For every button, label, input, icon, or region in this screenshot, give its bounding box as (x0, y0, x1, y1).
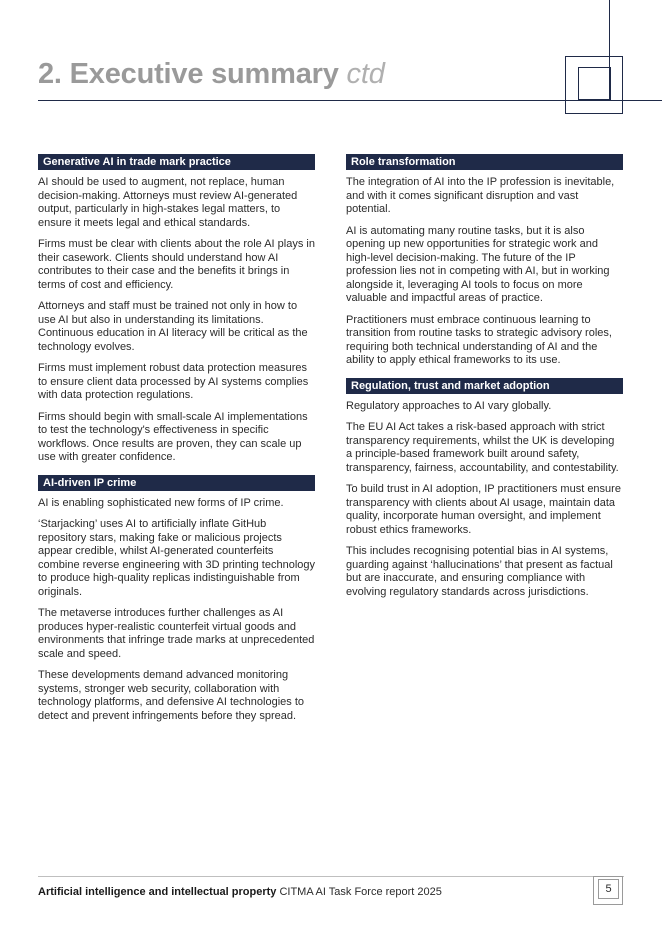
paragraph: Firms should begin with small-scale AI implementations to test the technology's effectiveness in specific workflows. Once results are proven, they can scale up use with greater confidence. (38, 410, 308, 463)
page-title-main: 2. Executive summary (38, 58, 339, 90)
paragraph: The integration of AI into the IP profession is inevitable, and with it comes significant disruption and vast potential. (346, 176, 615, 215)
paragraph: These developments demand advanced monitoring systems, stronger web security, collaboration with technology platforms, and defensive AI technologies to detect and prevent infringements before they spread. (38, 669, 305, 722)
section-generative-ai (38, 154, 315, 465)
paragraph: This includes recognising potential bias in AI systems, guarding against ‘hallucinations’ that present as factual but are inaccurate, and ensuring compliance with evolving regulatory standards across jurisdictions. (346, 545, 613, 598)
section-heading: Role transformation (346, 154, 623, 170)
paragraph: To build trust in AI adoption, IP practitioners must ensure transparency with clients about AI usage, maintain data quality, incorporate human oversight, and implement robust ethics frameworks. (346, 483, 621, 536)
section-heading: Regulation, trust and market adoption (346, 378, 623, 394)
paragraph: The metaverse introduces further challenges as AI produces hyper-realistic counterfeit virtual goods and environments that infringe trade marks at unprecedented scale and speed. (38, 607, 315, 660)
paragraph: Regulatory approaches to AI vary globally. (346, 399, 552, 412)
section-ai-ip-crime (38, 475, 315, 724)
page-title-suffix: ctd (346, 58, 385, 90)
paragraph: ‘Starjacking’ uses AI to artificially inflate GitHub repository stars, making fake or malicious projects appear credible, whilst AI-generated counterfeits combine reverse engineering with 3D printing technology to produce high-quality replicas indistinguishable from originals. (38, 518, 315, 598)
section-role-transformation (346, 154, 623, 368)
header-decor-inner-square (578, 67, 611, 100)
section-heading: Generative AI in trade mark practice (38, 154, 315, 170)
footer-rule (38, 876, 624, 877)
paragraph: AI should be used to augment, not replace, human decision-making. Attorneys must review AI-generated output, particularly in high-stakes legal matters, to ensure it meets legal and ethical standards. (38, 176, 298, 229)
left-column (38, 154, 315, 733)
right-column (346, 154, 623, 609)
paragraph: Practitioners must embrace continuous learning to transition from routine tasks to strategic advisory roles, requiring both technical understanding of AI and the ability to apply ethical frameworks to its use. (346, 313, 612, 366)
page-number: 5 (598, 879, 619, 899)
footer-title-rest: CITMA AI Task Force report 2025 (279, 886, 442, 898)
section-heading: AI-driven IP crime (38, 475, 315, 491)
section-regulation-trust (346, 378, 623, 600)
paragraph: The EU AI Act takes a risk-based approach with strict transparency requirements, whilst the UK is developing a principle-based framework built around safety, transparency, fairness, accountability, and contestability. (346, 421, 619, 474)
footer-title (38, 886, 442, 898)
paragraph: Attorneys and staff must be trained not only in how to use AI but also in understanding its limitations. Continuous education in AI literacy will be critical as the technology evolves. (38, 300, 308, 353)
footer-title-bold: Artificial intelligence and intellectual property (38, 886, 277, 898)
paragraph: Firms must be clear with clients about the role AI plays in their casework. Clients should understand how AI contributes to their case and the benefits it brings in terms of cost and efficiency. (38, 238, 315, 291)
page-title (38, 58, 385, 91)
paragraph: Firms must implement robust data protection measures to ensure client data processed by AI systems complies with data protection regulations. (38, 362, 309, 401)
paragraph: AI is automating many routine tasks, but it is also opening up new opportunities for strategic work and high-level decision-making. The future of the IP profession lies not in competing with AI, but in working alongside it, leveraging AI tools to focus on more valuable and impactful areas of practice. (346, 224, 610, 304)
paragraph: AI is enabling sophisticated new forms of IP crime. (38, 496, 284, 509)
header-rule (38, 100, 662, 101)
